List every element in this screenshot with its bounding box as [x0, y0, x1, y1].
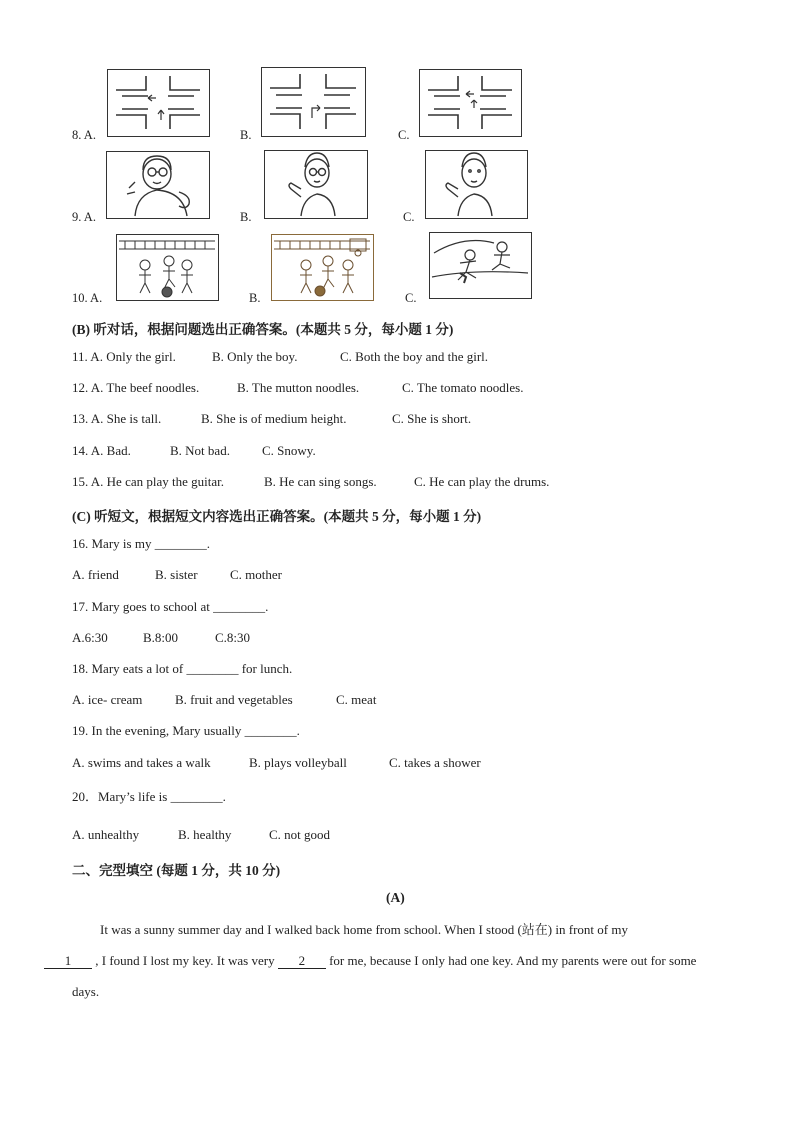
- q16-stem: 16. Mary is my ________.: [72, 536, 210, 551]
- sport-picture-10a: [116, 234, 219, 301]
- map-picture-8a: [107, 69, 210, 137]
- q20-option-c: C. not good: [269, 827, 331, 842]
- q18-option-c: C. meat: [336, 692, 377, 707]
- q11-option-a: 11. A. Only the girl.: [72, 349, 176, 364]
- q20-option-b: B. healthy: [178, 827, 232, 842]
- q15-option-a: 15. A. He can play the guitar.: [72, 474, 224, 489]
- cloze-passage: [64, 914, 724, 1007]
- cloze-blank-2[interactable]: 2: [278, 954, 326, 969]
- q15-option-c: C. He can play the drums.: [414, 474, 550, 489]
- map-picture-8b: [261, 67, 366, 137]
- q17-stem: 17. Mary goes to school at ________.: [72, 599, 269, 614]
- section-b-heading: (B) 听对话，根据问题选出正确答案。(本题共 5 分，每小题 1 分): [72, 322, 454, 337]
- q17-option-c: C.8:30: [215, 630, 251, 645]
- q14-option-c: C. Snowy.: [262, 443, 316, 458]
- q16-option-b: B. sister: [155, 567, 198, 582]
- q17-option-a: A.6:30: [72, 630, 108, 645]
- cloze-blank-1[interactable]: 1: [44, 954, 92, 969]
- person-picture-9a: [106, 151, 210, 219]
- q19-stem: 19. In the evening, Mary usually ________.: [72, 723, 300, 738]
- q9-label: 9. A.: [72, 210, 96, 224]
- q9-option-b: B.: [240, 210, 252, 224]
- q16-option-c: C. mother: [230, 567, 282, 582]
- q13-option-a: 13. A. She is tall.: [72, 411, 162, 426]
- sport-picture-10b: [271, 234, 374, 301]
- q10-option-c: C.: [405, 291, 417, 305]
- q17-option-b: B.8:00: [143, 630, 179, 645]
- q8-label: 8. A.: [72, 128, 96, 142]
- q20-option-a: A. unhealthy: [72, 827, 140, 842]
- q11-option-b: B. Only the boy.: [212, 349, 298, 364]
- q14-option-a: 14. A. Bad.: [72, 443, 131, 458]
- q13-option-b: B. She is of medium height.: [201, 411, 347, 426]
- q12-option-c: C. The tomato noodles.: [402, 380, 524, 395]
- passage-title: (A): [386, 890, 405, 905]
- passage-text-2: , I found I lost my key. It was very: [95, 953, 275, 968]
- q9-option-c: C.: [403, 210, 415, 224]
- sport-picture-10c: [429, 232, 532, 299]
- q20-stem: 20．Mary’s life is ________.: [72, 789, 226, 804]
- passage-text-3: for me, because I only had one key. And my parents were out for some days.: [72, 953, 697, 999]
- q12-option-a: 12. A. The beef noodles.: [72, 380, 200, 395]
- q8-option-c: C.: [398, 128, 410, 142]
- section-c-heading: (C) 听短文，根据短文内容选出正确答案。(本题共 5 分，每小题 1 分): [72, 509, 482, 524]
- q19-option-c: C. takes a shower: [389, 755, 481, 770]
- passage-text-1: It was a sunny summer day and I walked back home from school. When I stood (站在) in front of my: [100, 922, 628, 937]
- q8-option-b: B.: [240, 128, 252, 142]
- q18-stem: 18. Mary eats a lot of ________ for lunch.: [72, 661, 293, 676]
- q15-option-b: B. He can sing songs.: [264, 474, 377, 489]
- q19-option-b: B. plays volleyball: [249, 755, 347, 770]
- q10-label: 10. A.: [72, 291, 103, 305]
- person-picture-9c: [425, 150, 528, 219]
- map-picture-8c: [419, 69, 522, 137]
- person-picture-9b: [264, 150, 368, 219]
- q19-option-a: A. swims and takes a walk: [72, 755, 211, 770]
- q10-option-b: B.: [249, 291, 261, 305]
- part2-heading: 二、完型填空 (每题 1 分，共 10 分): [72, 863, 281, 878]
- q16-option-a: A. friend: [72, 567, 119, 582]
- q13-option-c: C. She is short.: [392, 411, 472, 426]
- q18-option-a: A. ice- cream: [72, 692, 143, 707]
- q12-option-b: B. The mutton noodles.: [237, 380, 360, 395]
- q11-option-c: C. Both the boy and the girl.: [340, 349, 489, 364]
- q14-option-b: B. Not bad.: [170, 443, 230, 458]
- q18-option-b: B. fruit and vegetables: [175, 692, 293, 707]
